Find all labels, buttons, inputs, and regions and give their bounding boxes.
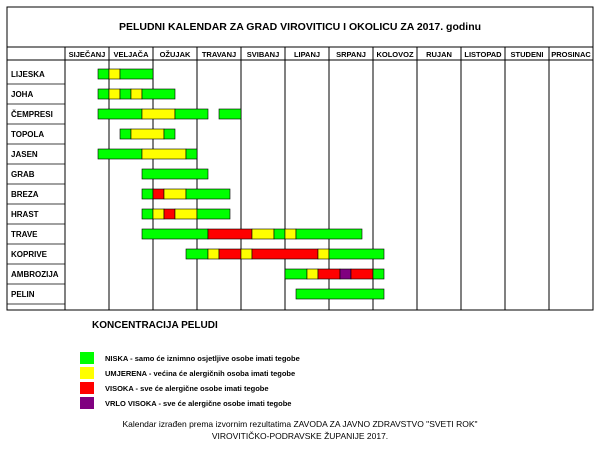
month-label: LIPANJ <box>293 50 321 59</box>
legend-item-niska <box>80 351 500 365</box>
pollen-bar-segment <box>131 89 142 99</box>
legend-item-umjerena <box>80 366 500 380</box>
month-label: VELJAČA <box>113 50 149 59</box>
pollen-bar-segment <box>219 109 241 119</box>
plant-label: HRAST <box>11 210 39 219</box>
pollen-bar-segment <box>142 209 153 219</box>
footnote-line-1: Kalendar izrađen prema izvornim rezultatima ZAVODA ZA JAVNO ZDRAVSTVO "SVETI ROK" <box>122 419 478 429</box>
legend-text-visoka: VISOKA - sve će alergične osobe imati tegobe <box>105 383 269 393</box>
pollen-bar-segment <box>142 169 208 179</box>
plant-label: LIJESKA <box>11 70 45 79</box>
legend-item-visoka <box>80 381 500 395</box>
plant-label: AMBROZIJA <box>11 270 59 279</box>
plant-label: GRAB <box>11 170 35 179</box>
pollen-bar-segment <box>120 89 131 99</box>
pollen-bar-segment <box>175 109 208 119</box>
month-label: SIJEČANJ <box>68 50 106 59</box>
pollen-bar-segment <box>164 189 186 199</box>
pollen-bar-segment <box>98 89 109 99</box>
pollen-bar-segment <box>307 269 318 279</box>
pollen-bar-segment <box>142 89 175 99</box>
pollen-bar-segment <box>296 229 362 239</box>
pollen-bar-segment <box>164 209 175 219</box>
legend-item-vrlo-visoka <box>80 396 500 410</box>
pollen-bar-segment <box>153 189 164 199</box>
legend-title: KONCENTRACIJA PELUDI <box>92 320 218 331</box>
legend-swatch-umjerena <box>80 367 94 379</box>
month-label: OŽUJAK <box>159 50 191 59</box>
pollen-bar-segment <box>274 229 285 239</box>
plant-label: PELIN <box>11 290 35 299</box>
pollen-bar-segment <box>164 129 175 139</box>
pollen-bar-segment <box>175 209 197 219</box>
pollen-bar-segment <box>142 229 208 239</box>
pollen-bar-segment <box>252 249 318 259</box>
pollen-bar-segment <box>208 229 252 239</box>
plant-label: BREZA <box>11 190 39 199</box>
pollen-bar-segment <box>340 269 351 279</box>
pollen-bar-segment <box>142 149 186 159</box>
plant-label: KOPRIVE <box>11 250 48 259</box>
footnote-line-2: VIROVITIČKO-PODRAVSKE ŽUPANIJE 2017. <box>211 431 389 441</box>
pollen-bar-segment <box>241 249 252 259</box>
source-footnote <box>0 418 600 442</box>
pollen-bar-segment <box>142 109 175 119</box>
legend-swatch-vrlo-visoka <box>80 397 94 409</box>
pollen-bar-segment <box>98 69 109 79</box>
pollen-bar-segment <box>285 229 296 239</box>
month-label: LISTOPAD <box>464 50 502 59</box>
month-label: TRAVANJ <box>201 50 237 59</box>
pollen-bar-segment <box>109 69 120 79</box>
plant-label: ČEMPRESI <box>11 110 53 119</box>
legend-text-umjerena: UMJERENA - većina će alergičnih osoba imati tegobe <box>105 368 296 378</box>
pollen-bar-segment <box>98 149 142 159</box>
pollen-bar-segment <box>120 129 131 139</box>
pollen-bar-segment <box>120 69 153 79</box>
plant-label: TRAVE <box>11 230 38 239</box>
pollen-bar-segment <box>318 249 329 259</box>
month-label: KOLOVOZ <box>376 50 414 59</box>
legend <box>80 320 500 411</box>
plant-label: JOHA <box>11 90 34 99</box>
legend-swatch-niska <box>80 352 94 364</box>
pollen-bar-segment <box>186 149 197 159</box>
pollen-bar-segment <box>153 209 164 219</box>
month-label: STUDENI <box>510 50 544 59</box>
legend-items <box>80 351 500 410</box>
month-label: PROSINAC <box>551 50 591 59</box>
pollen-bar-segment <box>98 109 142 119</box>
pollen-bar-segment <box>351 269 373 279</box>
month-label: RUJAN <box>426 50 452 59</box>
pollen-bar-segment <box>186 249 208 259</box>
pollen-bar-segment <box>285 269 307 279</box>
month-label: SVIBANJ <box>246 50 280 59</box>
pollen-bar-segment <box>219 249 241 259</box>
pollen-bar-segment <box>329 249 384 259</box>
pollen-bar-segment <box>197 209 230 219</box>
plant-label: JASEN <box>11 150 38 159</box>
pollen-bar-segment <box>373 269 384 279</box>
pollen-bar-segment <box>186 189 230 199</box>
chart-title: PELUDNI KALENDAR ZA GRAD VIROVITICU I OKOLICU ZA 2017. godinu <box>118 21 482 33</box>
pollen-bar-segment <box>131 129 164 139</box>
legend-text-niska: NISKA - samo će iznimno osjetljive osobe imati tegobe <box>105 353 300 363</box>
pollen-bar-segment <box>318 269 340 279</box>
pollen-bar-segment <box>109 89 120 99</box>
pollen-bar-segment <box>142 189 153 199</box>
pollen-bar-segment <box>296 289 384 299</box>
month-label: SRPANJ <box>336 50 366 59</box>
legend-swatch-visoka <box>80 382 94 394</box>
pollen-bar-segment <box>208 249 219 259</box>
pollen-bar-segment <box>252 229 274 239</box>
legend-text-vrlo-visoka: VRLO VISOKA - sve će alergične osobe imati tegobe <box>105 398 292 408</box>
plant-label: TOPOLA <box>11 130 45 139</box>
